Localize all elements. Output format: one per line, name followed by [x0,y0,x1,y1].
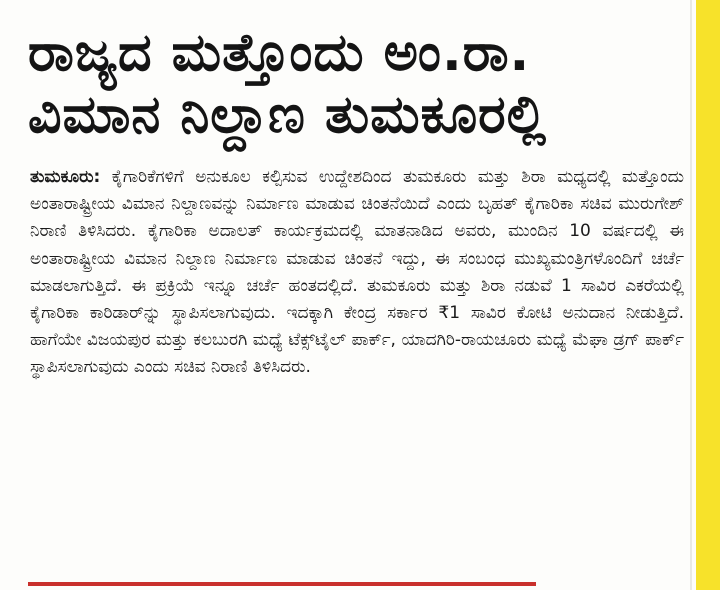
article-text: ಕೈಗಾರಿಕೆಗಳಿಗೆ ಅನುಕೂಲ ಕಲ್ಪಿಸುವ ಉದ್ದೇಶದಿಂದ ತುಮಕೂರು ಮತ್ತು ಶಿರಾ ಮಧ್ಯದಲ್ಲಿ ಮತ್ತೊಂದು ಅಂತಾರಾಷ್ಟ್ರೀಯ ವಿಮಾನ ನಿಲ್ದಾಣವನ್ನು ನಿರ್ಮಾಣ ಮಾಡುವ ಚಿಂತನೆಯಿದೆ ಎಂದು ಬೃಹತ್ ಕೈಗಾರಿಕಾ ಸಚಿವ ಮುರುಗೇಶ್ ನಿರಾಣಿ ತಿಳಿಸಿದರು. ಕೈಗಾರಿಕಾ ಅದಾಲತ್ ಕಾರ್ಯಕ್ರಮದಲ್ಲಿ ಮಾತನಾಡಿದ ಅವರು, ಮುಂದಿನ 10 ವರ್ಷದಲ್ಲಿ ಈ ಅಂತಾರಾಷ್ಟ್ರೀಯ ವಿಮಾನ ನಿಲ್ದಾಣ ನಿರ್ಮಾಣ ಮಾಡುವ ಚಿಂತನೆ ಇದ್ದು, ಈ ಸಂಬಂಧ ಮುಖ್ಯಮಂತ್ರಿಗಳೊಂದಿಗೆ ಚರ್ಚೆ ಮಾಡಲಾಗುತ್ತಿದೆ. ಈ ಪ್ರಕ್ರಿಯೆ ಇನ್ನೂ ಚರ್ಚೆ ಹಂತದಲ್ಲಿದೆ. ತುಮಕೂರು ಮತ್ತು ಶಿರಾ ನಡುವೆ 1 ಸಾವಿರ ಎಕರೆಯಲ್ಲಿ ಕೈಗಾರಿಕಾ ಕಾರಿಡಾರ್‌ನ್ನು ಸ್ಥಾಪಿಸಲಾಗುವುದು. ಇದಕ್ಕಾಗಿ ಕೇಂದ್ರ ಸರ್ಕಾರ ₹1 ಸಾವಿರ ಕೋಟಿ ಅನುದಾನ ನೀಡುತ್ತಿದೆ. ಹಾಗೆಯೇ ವಿಜಯಪುರ ಮತ್ತು ಕಲಬುರಗಿ ಮಧ್ಯೆ ಟೆಕ್ಸ್‌ಟೈಲ್ ಪಾರ್ಕ್, ಯಾದಗಿರಿ-ರಾಯಚೂರು ಮಧ್ಯೆ ಮೆಘಾ ಡ್ರಗ್ ಪಾರ್ಕ್ ಸ್ಥಾಪಿಸಲಾಗುವುದು ಎಂದು ಸಚಿವ ನಿರಾಣಿ ತಿಳಿಸಿದರು. [30,167,684,378]
bottom-rule [28,582,536,586]
headline [28,22,678,146]
headline-line-1: ರಾಜ್ಯದ ಮತ್ತೊಂದು ಅಂ.ರಾ. [28,23,531,83]
clipping-edge [690,0,692,590]
side-strip [696,0,720,590]
dateline: ತುಮಕೂರು: [30,167,101,187]
article-body [30,164,684,382]
headline-line-2: ವಿಮಾನ ನಿಲ್ದಾಣ ತುಮಕೂರಲ್ಲಿ [28,85,547,145]
